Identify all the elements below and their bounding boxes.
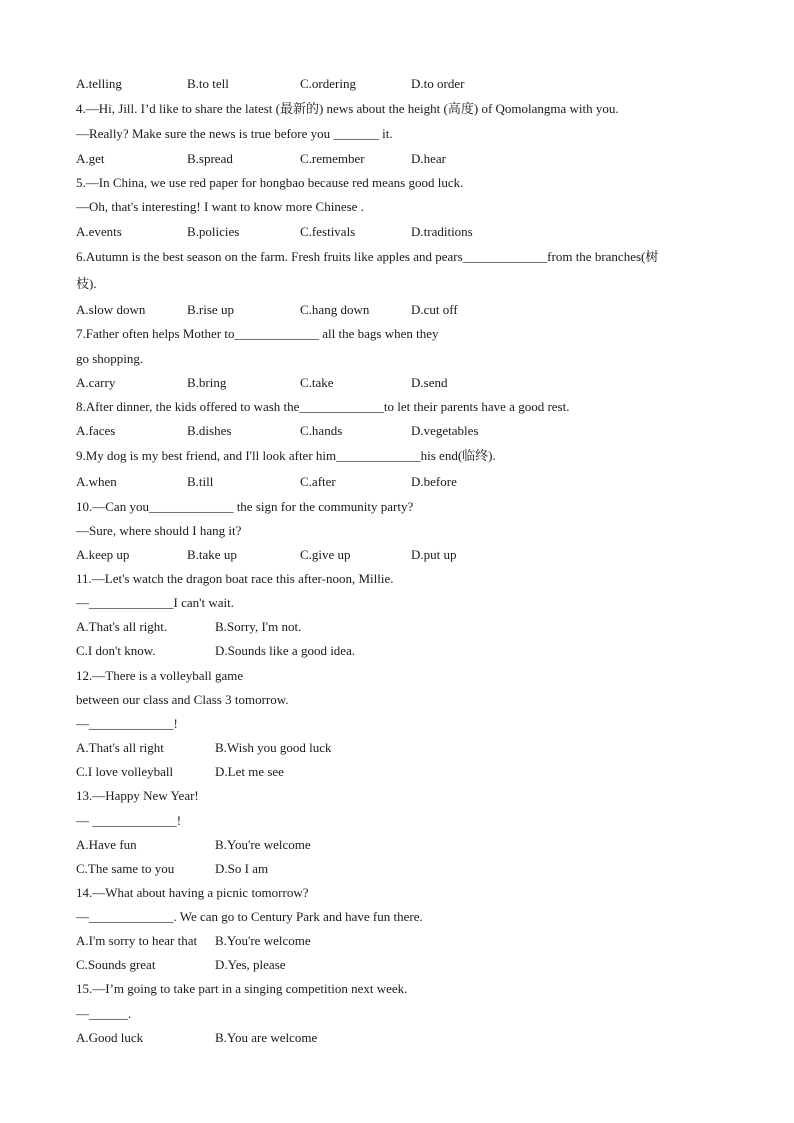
option-d[interactable]: D.Sounds like a good idea.	[215, 643, 356, 658]
option-c[interactable]: C.I don't know.	[76, 643, 156, 658]
question-11-stem: 11.—Let's watch the dragon boat race this after-noon, Millie.	[76, 571, 394, 586]
question-12-stem-continued: between our class and Class 3 tomorrow.	[76, 692, 289, 707]
question-13-stem: 13.—Happy New Year!	[76, 788, 199, 803]
option-b[interactable]: B.Sorry, I'm not.	[215, 619, 302, 634]
option-b[interactable]: B.policies	[187, 224, 240, 239]
option-c[interactable]: C.hang down	[300, 302, 370, 317]
question-6-stem-continued: 枝).	[76, 276, 97, 291]
option-a[interactable]: A.Have fun	[76, 837, 137, 852]
option-d[interactable]: D.traditions	[411, 224, 473, 239]
option-d[interactable]: D.cut off	[411, 302, 458, 317]
question-12-reply: —_____________!	[76, 716, 178, 731]
option-c[interactable]: C.I love volleyball	[76, 764, 174, 779]
option-b[interactable]: B.You're welcome	[215, 837, 311, 852]
option-c[interactable]: C.take	[300, 375, 334, 390]
option-d[interactable]: D.Yes, please	[215, 957, 286, 972]
option-a[interactable]: A.events	[76, 224, 122, 239]
option-a[interactable]: A.carry	[76, 375, 116, 390]
option-a[interactable]: A.That's all right.	[76, 619, 168, 634]
option-b[interactable]: B.You're welcome	[215, 933, 311, 948]
option-b[interactable]: B.to tell	[187, 76, 229, 91]
option-a[interactable]: A.when	[76, 474, 117, 489]
option-a[interactable]: A.telling	[76, 76, 122, 91]
question-9-stem: 9.My dog is my best friend, and I'll look after him_____________his end(临终).	[76, 448, 496, 463]
option-b[interactable]: B.dishes	[187, 423, 232, 438]
question-14-reply: —_____________. We can go to Century Park and have fun there.	[76, 909, 423, 924]
question-4-reply: —Really? Make sure the news is true before you _______ it.	[76, 126, 393, 141]
question-5-reply: —Oh, that's interesting! I want to know more Chinese .	[76, 199, 364, 214]
option-a[interactable]: A.I'm sorry to hear that	[76, 933, 198, 948]
option-b[interactable]: B.spread	[187, 151, 233, 166]
option-a[interactable]: A.faces	[76, 423, 116, 438]
question-10-stem: 10.—Can you_____________ the sign for the community party?	[76, 499, 414, 514]
question-12-stem: 12.—There is a volleyball game	[76, 668, 244, 683]
question-15-reply: —______.	[76, 1006, 132, 1021]
option-b[interactable]: B.bring	[187, 375, 227, 390]
option-d[interactable]: D.before	[411, 474, 457, 489]
option-d[interactable]: D.Let me see	[215, 764, 284, 779]
question-5-stem: 5.—In China, we use red paper for hongbao because red means good luck.	[76, 175, 464, 190]
option-c[interactable]: C.festivals	[300, 224, 356, 239]
question-13-reply: — _____________!	[76, 813, 182, 828]
question-8-stem: 8.After dinner, the kids offered to wash the_____________to let their parents have a good rest.	[76, 399, 570, 414]
option-a[interactable]: A.slow down	[76, 302, 146, 317]
question-10-reply: —Sure, where should I hang it?	[76, 523, 242, 538]
option-a[interactable]: A.keep up	[76, 547, 130, 562]
option-c[interactable]: C.ordering	[300, 76, 356, 91]
option-d[interactable]: D.So I am	[215, 861, 269, 876]
option-c[interactable]: C.Sounds great	[76, 957, 156, 972]
option-c[interactable]: C.remember	[300, 151, 365, 166]
option-d[interactable]: D.vegetables	[411, 423, 479, 438]
question-7-stem: 7.Father often helps Mother to_____________ all the bags when they	[76, 326, 439, 341]
option-a[interactable]: A.get	[76, 151, 105, 166]
question-6-stem: 6.Autumn is the best season on the farm. Fresh fruits like apples and pears_____________from the branches(树	[76, 249, 659, 264]
option-b[interactable]: B.You are welcome	[215, 1030, 318, 1045]
question-14-stem: 14.—What about having a picnic tomorrow?	[76, 885, 309, 900]
option-b[interactable]: B.take up	[187, 547, 237, 562]
option-c[interactable]: C.hands	[300, 423, 343, 438]
option-b[interactable]: B.rise up	[187, 302, 234, 317]
option-d[interactable]: D.send	[411, 375, 448, 390]
option-d[interactable]: D.hear	[411, 151, 447, 166]
option-b[interactable]: B.Wish you good luck	[215, 740, 332, 755]
question-4-stem: 4.—Hi, Jill. I’d like to share the latest (最新的) news about the height (高度) of Qomolangma with you.	[76, 101, 619, 116]
option-c[interactable]: C.give up	[300, 547, 351, 562]
option-d[interactable]: D.put up	[411, 547, 457, 562]
option-a[interactable]: A.Good luck	[76, 1030, 144, 1045]
option-a[interactable]: A.That's all right	[76, 740, 164, 755]
option-d[interactable]: D.to order	[411, 76, 465, 91]
question-11-reply: —_____________I can't wait.	[76, 595, 234, 610]
question-7-stem-continued: go shopping.	[76, 351, 144, 366]
option-c[interactable]: C.after	[300, 474, 336, 489]
question-15-stem: 15.—I’m going to take part in a singing competition next week.	[76, 981, 408, 996]
option-c[interactable]: C.The same to you	[76, 861, 175, 876]
option-b[interactable]: B.till	[187, 474, 214, 489]
